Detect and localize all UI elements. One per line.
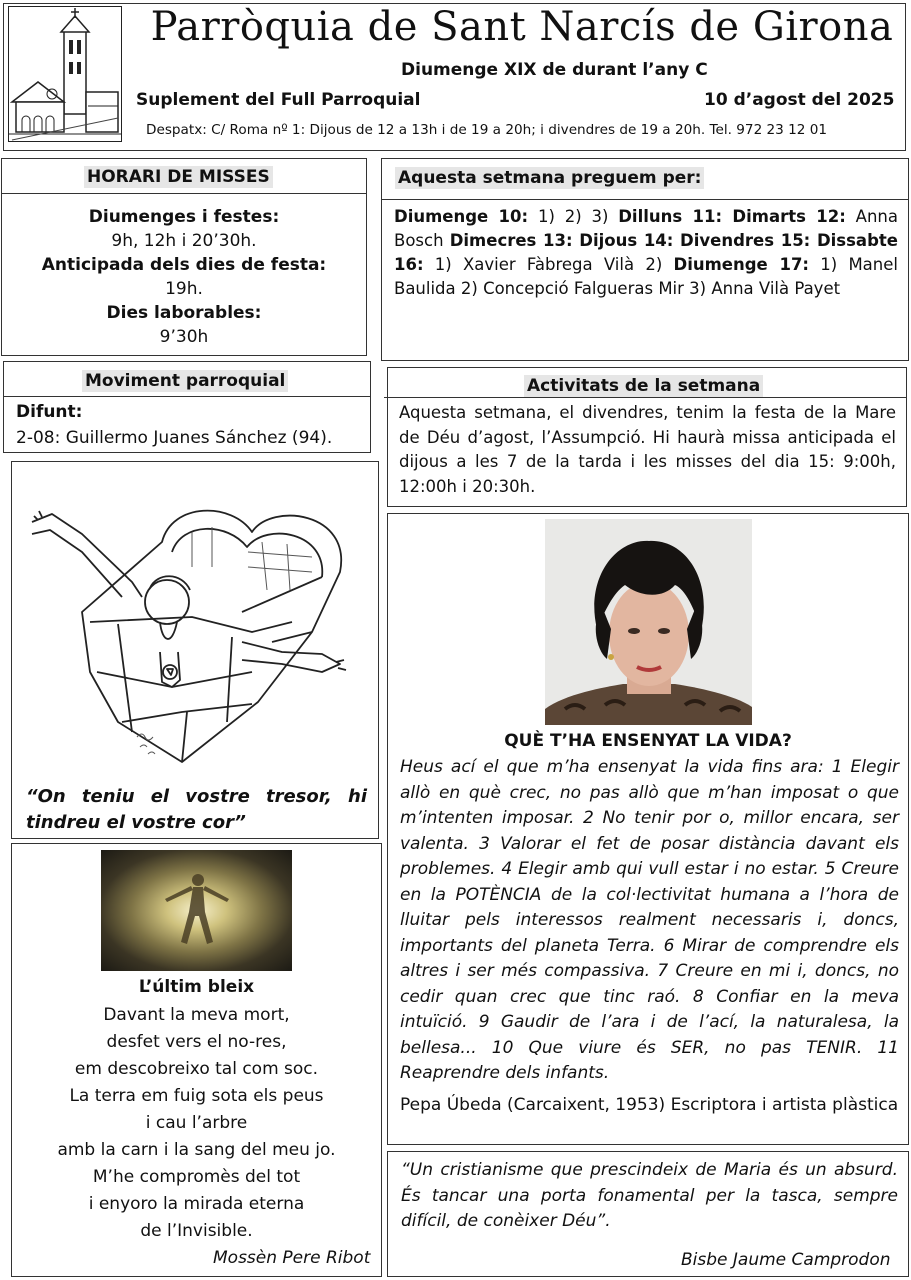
prayer-day-16: Dissabte 16: [394, 231, 898, 274]
poem-line: i cau l’arbre [145, 1113, 248, 1133]
poem-line: amb la carn i la sang del meu jo. [57, 1140, 336, 1160]
eve-time: 19h. [165, 279, 203, 299]
church-logo [8, 6, 122, 142]
prayer-day-14: Dijous 14: [572, 231, 674, 250]
prayer-text-16: 1) Xavier Fàbrega Vilà 2) [423, 255, 674, 274]
liturgical-sunday: Diumenge XIX de durant l’any C [401, 60, 708, 80]
quote-author: Bisbe Jaume Camprodon [681, 1250, 891, 1270]
prayer-day-10: Diumenge 10: [394, 207, 529, 226]
poem-line: desfet vers el no-res, [106, 1032, 287, 1052]
deceased-label: Difunt: [16, 402, 83, 422]
mass-schedule-body [2, 205, 366, 349]
activities-title-rule [384, 397, 906, 398]
poem-author: Mossèn Pere Ribot [213, 1248, 371, 1268]
poem-title: L’últim bleix [138, 977, 255, 997]
prayers-body [394, 205, 898, 301]
parish-title: Parròquia de Sant Narcís de Girona [150, 4, 894, 50]
poem-line: de l’Invisible. [140, 1221, 253, 1241]
movement-title: Moviment parroquial [82, 370, 288, 392]
prayer-day-15: Divendres 15: [673, 231, 811, 250]
sunday-times: 9h, 12h i 20’30h. [111, 231, 257, 251]
prayers-title: Aquesta setmana preguem per: [395, 167, 704, 189]
office-hours: Despatx: C/ Roma nº 1: Dijous de 12 a 13h i de 19 a 20h; i divendres de 19 a 20h. Tel. 972 23 12 01 [146, 122, 828, 138]
prayer-day-11: Dilluns 11: [618, 207, 723, 226]
prayer-text-17: 1) Manel Baulida 2) Concepció Falgueras Mir 3) Anna Vilà Payet [394, 255, 898, 298]
weekday-label: Dies laborables: [106, 303, 262, 323]
quote-text: “Un cristianisme que prescindeix de Maria és un absurd. És tancar una porta fonamental per la tasca, sempre difícil, de conèixer Déu”. [401, 1160, 898, 1231]
activities-title: Activitats de la setmana [524, 375, 763, 397]
movement-title-rule [4, 396, 370, 397]
poem-line: em descobreixo tal com soc. [74, 1059, 319, 1079]
poem-line: i enyoro la mirada eterna [88, 1194, 305, 1214]
activities-text: Aquesta setmana, el divendres, tenim la festa de la Mare de Déu d’agost, l’Assumpció. Hi haurà missa anticipada el dijous a les 7 de la tarda i les misses del dia 15: 9:00h, 12:00h i 20:30h. [399, 403, 896, 496]
portrait-photo [545, 519, 752, 725]
prayers-title-rule [382, 199, 908, 200]
prayer-day-17: Diumenge 17: [673, 255, 810, 274]
interview-text: Heus ací el que m’ha ensenyat la vida fins ara: 1 Elegir allò en què crec, no pas allò que m’han imposat o que m’intenten imposar. 2 No tenir por o, millor encara, ser valenta. 3 Valorar el fet de posar distància davant els problemes. 4 Elegir amb qui vull estar i no estar. 5 Creure en la POTÈNCIA de la col·lectivitat humana a l’hora de lluitar pels interessos realment necessaris i, doncs, importants del planeta Terra. 6 Mirar de comprendre els altres i ser més compassiva. 7 Creure en mi i, doncs, no cedir quan crec que tinc raó. 8 Confiar en la meva intuïció. 9 Gaudir de l’ara i de l’ací, la naturalesa, la bellesa... 10 Que viure és SER, no pas TENIR. 11 Reaprendre dels infants. [400, 757, 899, 1083]
deceased-entry: 2-08: Guillermo Juanes Sánchez (94). [16, 428, 333, 448]
issue-date: 10 d’agost del 2025 [704, 90, 895, 110]
prayer-text-10: 1) 2) 3) [528, 207, 619, 226]
prayer-day-13: Dimecres 13: [449, 231, 573, 250]
interview-title: QUÈ T’HA ENSENYAT LA VIDA? [504, 731, 792, 751]
supplement-label: Suplement del Full Parroquial [136, 90, 421, 110]
mass-title-rule [2, 193, 366, 194]
interview-author: Pepa Úbeda (Carcaixent, 1953) Escriptora i artista plàstica [400, 1095, 899, 1115]
poem-lines [11, 1002, 382, 1245]
eve-label: Anticipada dels dies de festa: [41, 255, 327, 275]
weekday-time: 9’30h [159, 327, 209, 347]
cartoon-caption: “On teniu el vostre tresor, hi tindreu el vostre cor” [26, 786, 367, 833]
poem-line: Davant la meva mort, [103, 1005, 290, 1025]
poem-line: La terra em fuig sota els peus [69, 1086, 324, 1106]
prayer-text-12: Anna Bosch [394, 207, 898, 250]
mass-schedule-title: HORARI DE MISSES [84, 166, 273, 188]
prayer-day-12: Dimarts 12: [722, 207, 846, 226]
treasure-chest-illustration [22, 472, 368, 772]
sunday-label: Diumenges i festes: [88, 207, 280, 227]
glowing-figure-image [101, 850, 292, 971]
poem-line: M’he compromès del tot [92, 1167, 301, 1187]
